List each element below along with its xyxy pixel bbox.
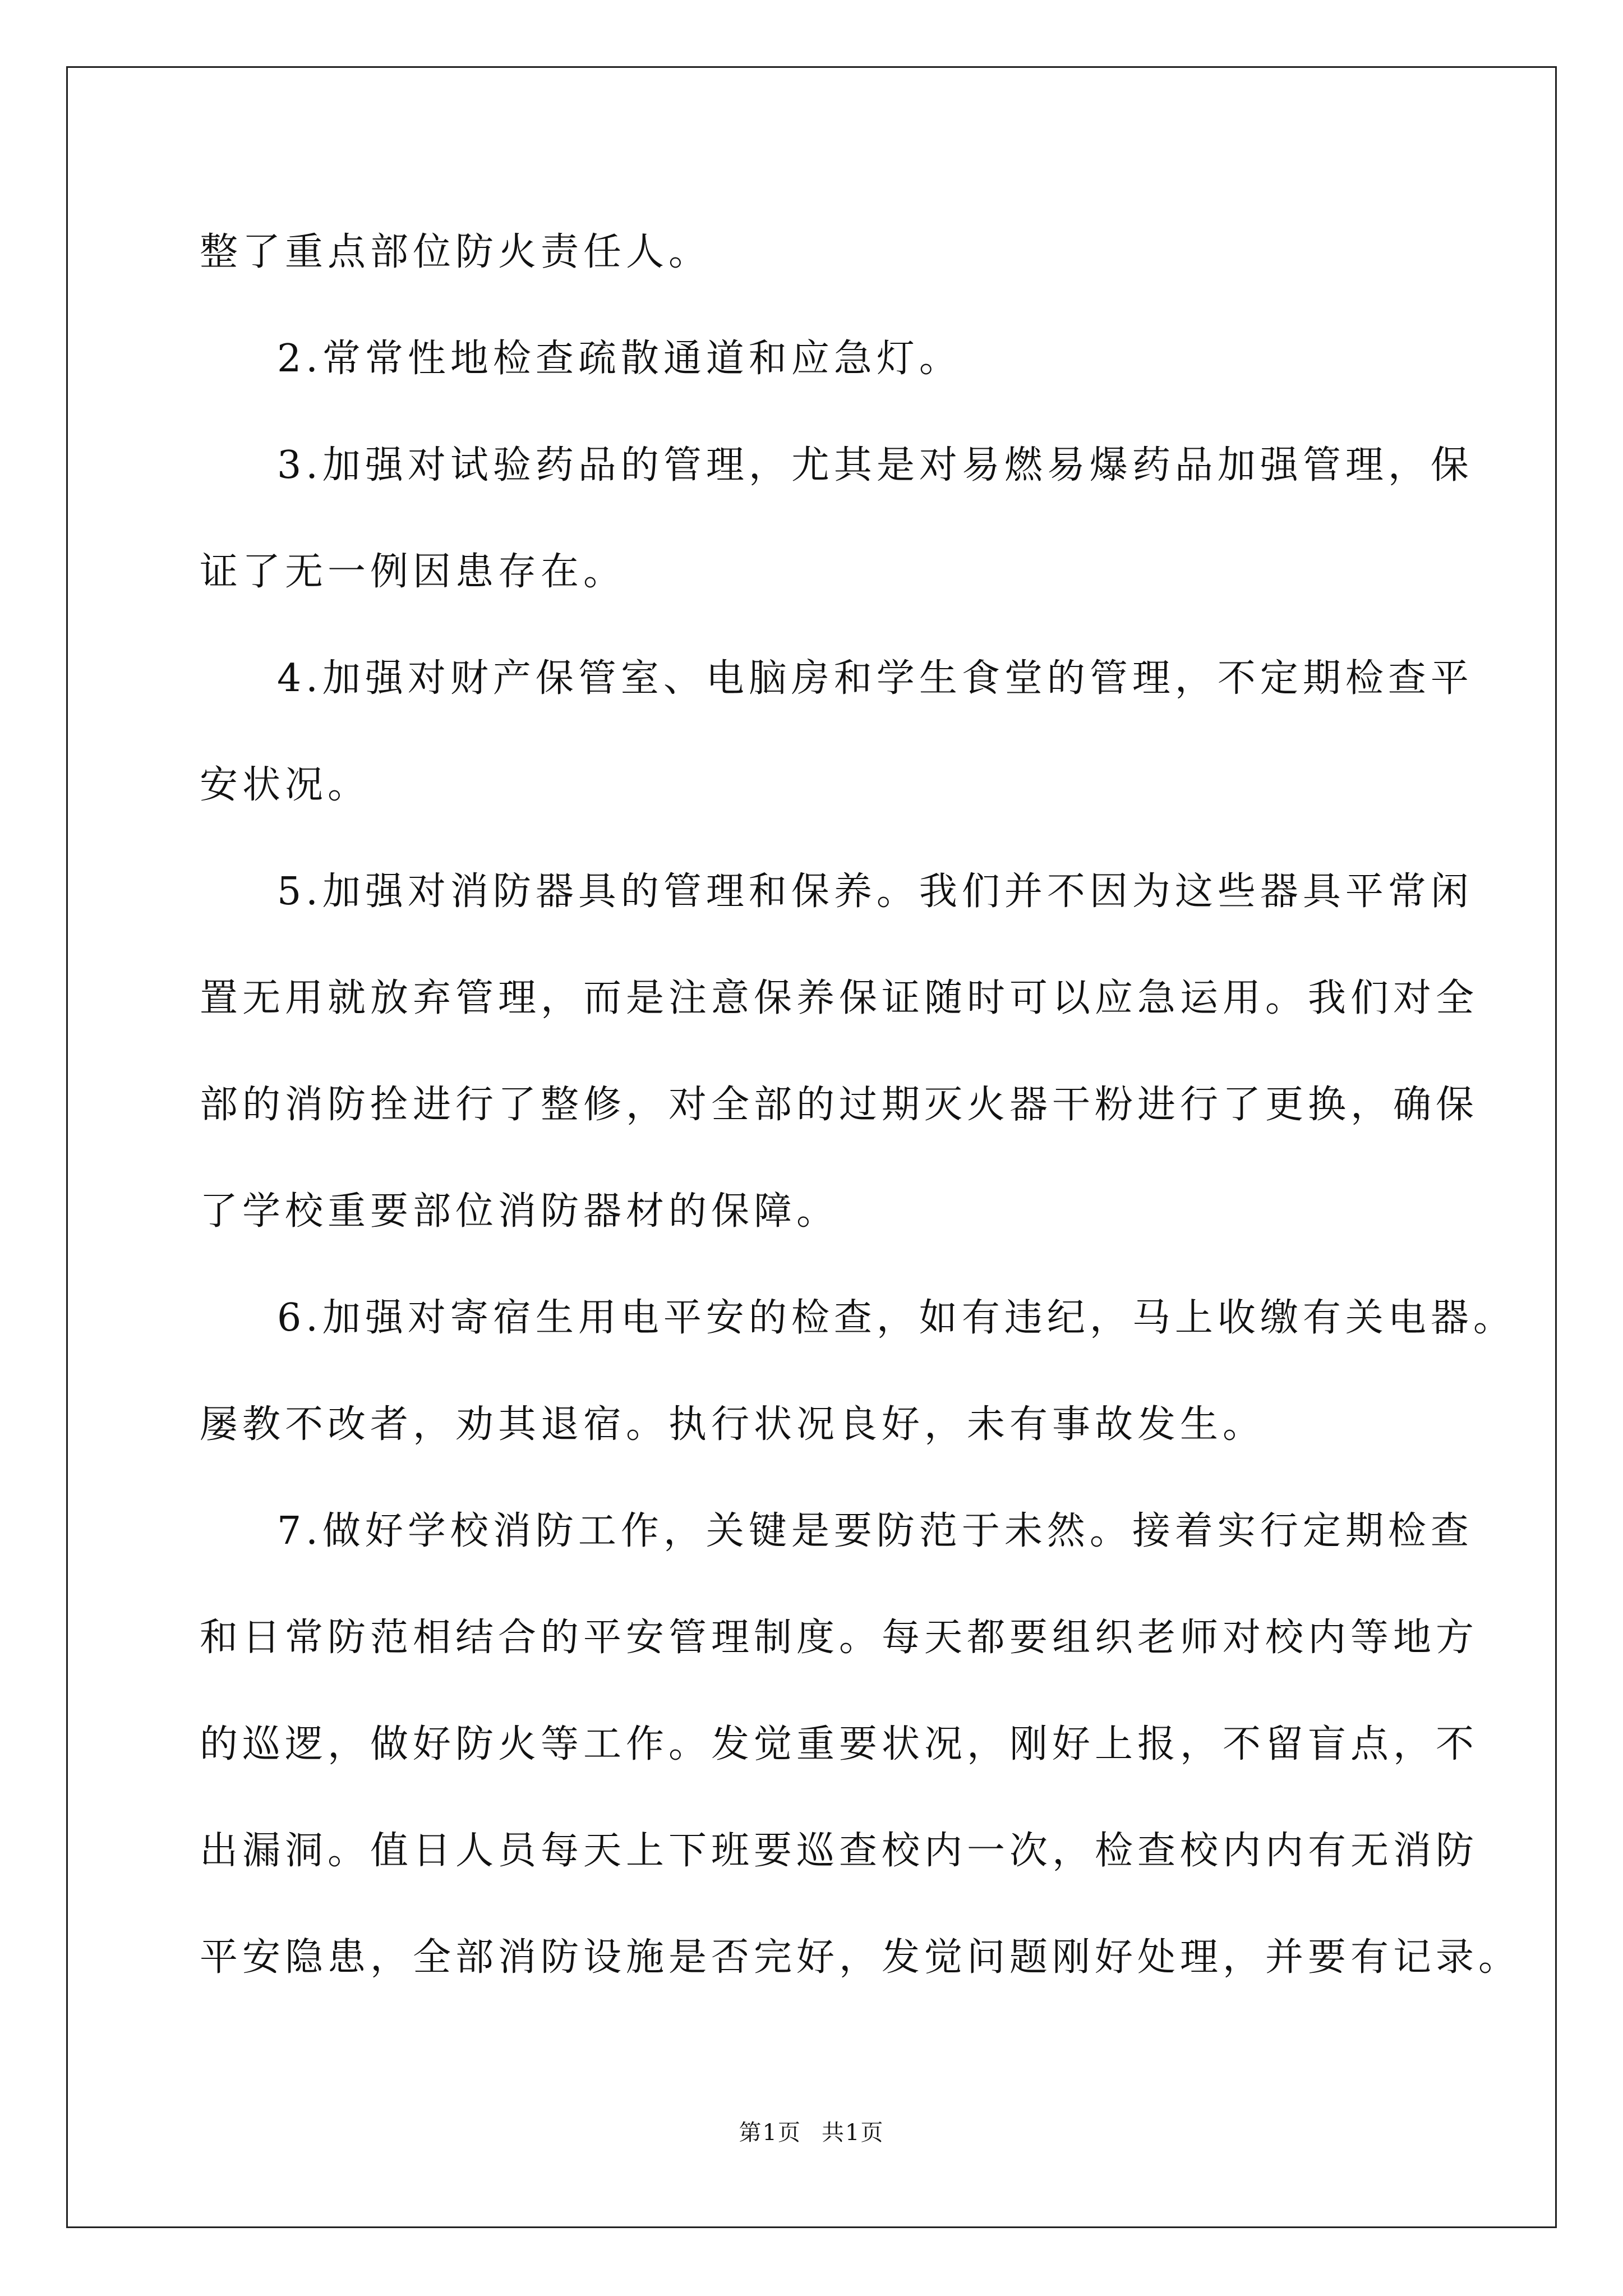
text-line: 证了无一例因患存在。 [200, 550, 626, 594]
text-line: 6.加强对寄宿生用电平安的检查，如有违纪，马上收缴有关电器。 [277, 1296, 1516, 1340]
text-line: 3.加强对试验药品的管理，尤其是对易燃易爆药品加强管理，保 [277, 443, 1473, 487]
text-line: 的巡逻，做好防火等工作。发觉重要状况，刚好上报，不留盲点，不 [200, 1722, 1479, 1766]
text-line: 4.加强对财产保管室、电脑房和学生食堂的管理，不定期检查平 [277, 656, 1473, 701]
text-line: 7.做好学校消防工作，关键是要防范于未然。接着实行定期检查 [277, 1509, 1473, 1553]
page-footer [0, 2115, 1623, 2147]
text-line: 置无用就放弃管理，而是注意保养保证随时可以应急运用。我们对全 [200, 976, 1479, 1020]
text-line: 屡教不改者，劝其退宿。执行状况良好，未有事故发生。 [200, 1402, 1266, 1447]
page-number-total: 共1页 [822, 2120, 884, 2146]
text-line: 了学校重要部位消防器材的保障。 [200, 1189, 840, 1234]
text-line: 和日常防范相结合的平安管理制度。每天都要组织老师对校内等地方 [200, 1616, 1479, 1660]
text-line: 5.加强对消防器具的管理和保养。我们并不因为这些器具平常闲 [277, 869, 1473, 914]
text-line: 部的消防拴进行了整修，对全部的过期灭火器干粉进行了更换，确保 [200, 1083, 1479, 1127]
text-line: 出漏洞。值日人员每天上下班要巡查校内一次，检查校内内有无消防 [200, 1829, 1479, 1873]
text-line: 2.常常性地检查疏散通道和应急灯。 [277, 337, 962, 381]
text-line: 安状况。 [200, 763, 371, 807]
document-body [200, 199, 1521, 2011]
text-line: 整了重点部位防火责任人。 [200, 230, 712, 274]
text-line: 平安隐患，全部消防设施是否完好，发觉问题刚好处理，并要有记录。 [200, 1935, 1521, 1980]
page-number-current: 第1页 [739, 2120, 801, 2146]
